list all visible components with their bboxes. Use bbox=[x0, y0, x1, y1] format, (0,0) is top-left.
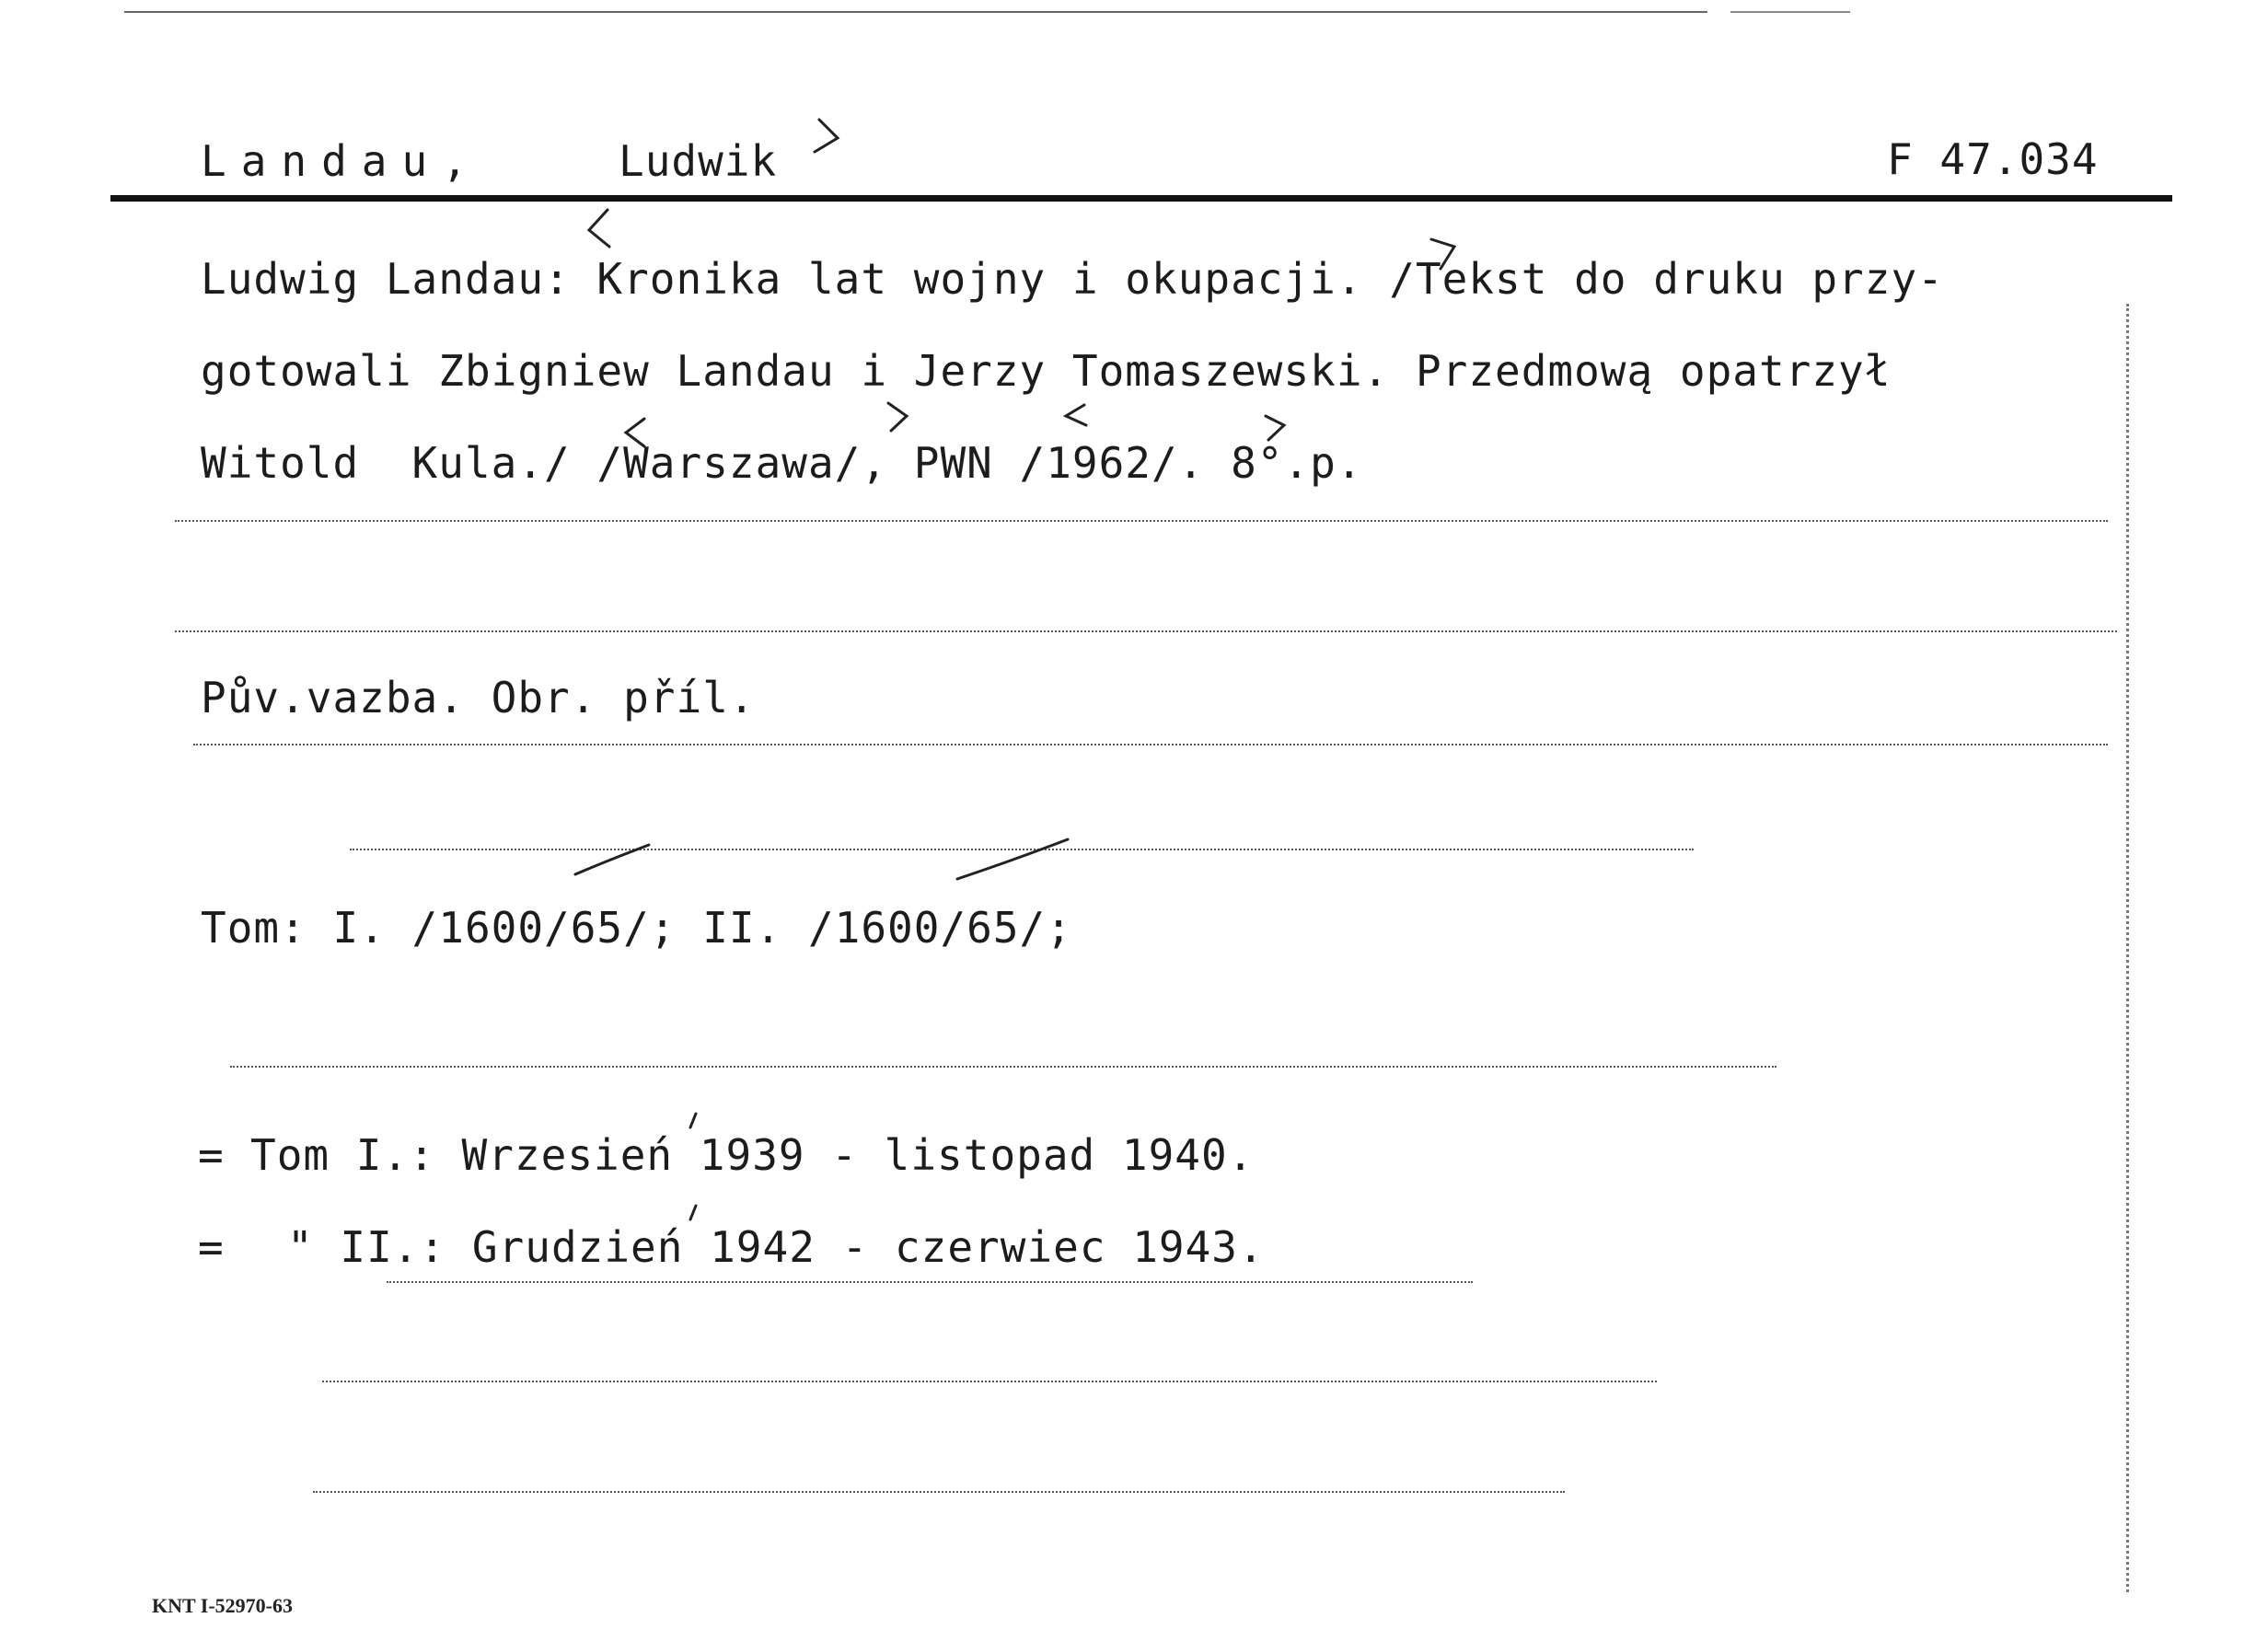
entry-line-2: gotowali Zbigniew Landau i Jerzy Tomaszewski. Przedmową opatrzył bbox=[201, 346, 1892, 396]
heading-surname: Landau, bbox=[201, 136, 482, 186]
card-print-code: KNT I-52970-63 bbox=[152, 1594, 293, 1617]
angle-mark bbox=[888, 403, 907, 431]
contents-marker-1: = bbox=[198, 1130, 225, 1180]
angle-mark bbox=[1431, 239, 1454, 269]
volumes-line: Tom: I. /1600/65/; II. /1600/65/; bbox=[201, 903, 1072, 953]
entry-line-1: Ludwig Landau: Kronika lat wojny i okupacji. /Tekst do druku przy- bbox=[201, 254, 1944, 304]
contents-marker-2: = bbox=[198, 1222, 225, 1272]
binding-note: Pův.vazba. Obr. příl. bbox=[201, 673, 756, 722]
contents-line-1: Tom I.: Wrzesień 1939 - listopad 1940. bbox=[250, 1130, 1255, 1180]
angle-mark bbox=[589, 210, 609, 247]
angle-mark bbox=[1266, 416, 1284, 440]
check-mark bbox=[957, 839, 1068, 879]
angle-mark bbox=[1066, 405, 1086, 425]
angle-mark bbox=[815, 120, 838, 152]
accent-mark bbox=[690, 1206, 696, 1219]
accent-mark bbox=[690, 1114, 696, 1127]
call-number: F 47.034 bbox=[1887, 134, 2099, 184]
entry-line-3: Witold Kula./ /Warszawa/, PWN /1962/. 8°.p. bbox=[201, 438, 1363, 488]
angle-mark bbox=[626, 419, 644, 446]
check-mark bbox=[575, 845, 649, 874]
contents-line-2: " II.: Grudzień 1942 - czerwiec 1943. bbox=[287, 1222, 1265, 1272]
heading-given-name: Ludwik bbox=[619, 136, 778, 186]
